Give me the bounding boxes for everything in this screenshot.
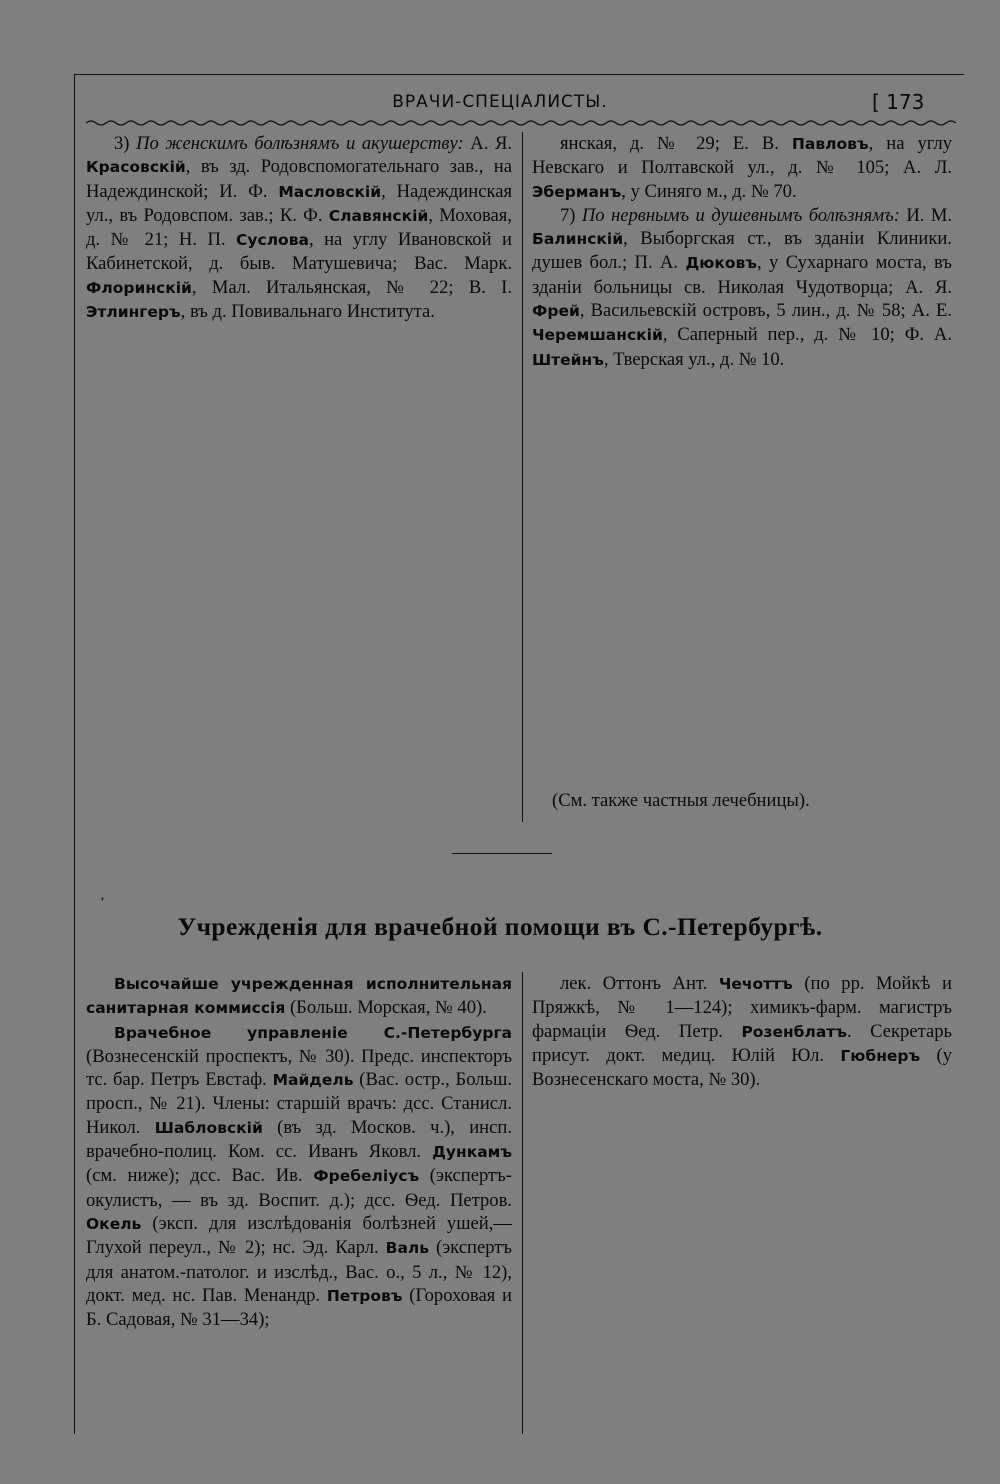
text-run: лек. Оттонъ Ант. xyxy=(560,973,719,994)
name-bold: Окель xyxy=(86,1214,142,1233)
name-bold: Штейнъ xyxy=(532,350,604,369)
page-frame-left xyxy=(74,74,75,1434)
text-run: , Мал. Итальянская, № 22; В. І. xyxy=(191,276,512,298)
name-bold: Валь xyxy=(385,1239,430,1258)
name-bold: Фребеліусъ xyxy=(313,1167,420,1186)
stray-mark: ‚ xyxy=(100,888,105,903)
name-bold: Павловъ xyxy=(791,135,869,153)
page-frame-top xyxy=(74,74,964,75)
name-bold: Этлингеръ xyxy=(86,303,181,322)
text-run: (у Вознесенскаго моста, № 30). xyxy=(532,1044,952,1091)
rubric-italic: По нервнымъ и душевнымъ болѣзнямъ: xyxy=(581,204,900,226)
header-wavy-rule xyxy=(86,118,956,128)
name-bold: Суслова xyxy=(236,231,309,250)
text-run: (экспертъ-окулистъ, — въ зд. Воспит. д.); дсс. Ѳед. Петров. xyxy=(86,1165,512,1211)
text-run: , Надеждинская ул., въ Родовспом. зав.; К. Ф. xyxy=(86,180,513,226)
paragraph-p3 xyxy=(86,132,512,324)
text-run: , Тверская ул., д. № 10. xyxy=(603,348,785,370)
running-header: ВРАЧИ-СПЕЦІАЛИСТЫ. xyxy=(392,92,608,112)
text-run: , на углу Ивановской и Кабинетской, д. быв. Матушевича; Вас. Марк. xyxy=(86,229,512,275)
text-run: (см. ниже); дсс. Вас. Ив. xyxy=(86,1165,314,1187)
text-run: , Выборгская ст., въ зданіи Клиники. душев бол.; П. А. xyxy=(532,228,952,274)
name-bold: Чечоттъ xyxy=(718,975,793,993)
paragraph-p6b xyxy=(532,132,952,204)
text-run: , Васильевскій островъ, 5 лин., д. № 58; А. Е. xyxy=(579,300,952,322)
text-run: (Вознесенскій проспектъ, № 30). Предс. инспекторъ тс. бар. Петръ Евстаф. xyxy=(86,1045,512,1091)
paragraph-q2 xyxy=(86,1021,512,1332)
name-bold: Дюковъ xyxy=(685,254,757,273)
name-bold: Петровъ xyxy=(326,1286,403,1305)
text-run: А. Я. xyxy=(463,133,512,154)
text-run: , у Синяго м., д. № 70. xyxy=(621,180,797,202)
name-bold: Черемшанскій xyxy=(532,326,663,345)
text-run: 3) xyxy=(114,133,137,154)
name-bold: Флоринскій xyxy=(86,278,192,297)
upper-column-rule xyxy=(522,132,523,822)
text-run: янская, д. № 29; Е. В. xyxy=(560,133,792,154)
paragraph-q1 xyxy=(86,972,512,1021)
text-run: , у Сухарнаго моста, въ зданіи больницы св. Николая Чудотворца; А. Я. xyxy=(532,252,952,298)
lower-left-column xyxy=(86,972,512,1432)
text-run: (Больш. Морская, № 40). xyxy=(285,997,487,1019)
text-run: , на углу Невскаго и Полтавской ул., д. № 105; А. Л. xyxy=(532,133,952,179)
section-heading: Учрежденія для врачебной помощи въ С.-Петербургѣ. xyxy=(177,912,823,941)
name-bold: Дункамъ xyxy=(432,1143,512,1162)
text-run: 7) xyxy=(560,204,582,226)
name-bold: Шабловскій xyxy=(154,1118,263,1137)
paragraph-p7 xyxy=(532,204,952,372)
text-run: (по рр. Мойкѣ и Пряжкѣ, № 1—124); химикъ-фарм. магистръ фармаціи Ѳед. Петр. xyxy=(532,973,952,1042)
name-bold: Балинскій xyxy=(532,230,624,249)
name-bold: Славянскій xyxy=(328,206,429,225)
text-run: И. М. xyxy=(899,204,952,226)
name-bold: Масловскій xyxy=(278,182,382,201)
name-bold: Фрей xyxy=(532,302,580,321)
lower-right-column xyxy=(532,972,952,1432)
text-run: (экспертъ для анатом.-патолог. и изслѣд., Вас. о., 5 л., № 12), докт. мед. нс. Пав. Менандр. xyxy=(86,1237,513,1306)
text-run: , Саперный пер., д. № 10; Ф. А. xyxy=(662,324,952,346)
name-bold: Гюбнеръ xyxy=(840,1046,921,1065)
name-bold: Эберманъ xyxy=(532,182,622,201)
text-run: (Гороховая и Б. Садовая, № 31—34); xyxy=(86,1284,512,1331)
name-bold: Майдель xyxy=(272,1071,354,1090)
paragraph-q3 xyxy=(532,972,952,1091)
name-bold: Высочайше учрежденная исполнительная санитарная коммиссія xyxy=(86,975,512,1018)
page-number: [ 173 xyxy=(872,90,925,114)
name-bold: Красовскій xyxy=(86,158,186,177)
text-run: , въ д. Повивальнаго Института. xyxy=(180,301,435,323)
upper-left-column xyxy=(86,132,512,812)
section-divider xyxy=(452,853,552,854)
name-bold: Врачебное управленіе С.-Петербурга xyxy=(114,1023,512,1042)
text-run: , Моховая, д. № 21; Н. П. xyxy=(86,204,512,251)
text-run: , въ зд. Родовспомогательнаго зав., на Надеждинской; И. Ф. xyxy=(86,156,512,202)
lower-column-rule xyxy=(522,972,523,1434)
cross-reference-note: (См. также частныя лечебницы). xyxy=(552,790,810,811)
rubric-italic: По женскимъ болѣзнямъ и акушерству: xyxy=(136,133,464,154)
text-run: (эксп. для изслѣдованія болѣзней ушей,—Глухой переул., № 2); нс. Эд. Карл. xyxy=(86,1212,512,1259)
name-bold: Розенблатъ xyxy=(741,1022,847,1041)
upper-right-column xyxy=(532,132,952,782)
text-run: (Вас. остр., Больш. просп., № 21). Члены: старшій врачъ: дсс. Станисл. Никол. xyxy=(86,1069,512,1138)
text-run: . Секретарь присут. докт. медиц. Юлій Юл. xyxy=(532,1020,952,1066)
text-run: (въ зд. Москов. ч.), инсп. врачебно-полиц. Ком. сс. Иванъ Яковл. xyxy=(86,1116,512,1163)
